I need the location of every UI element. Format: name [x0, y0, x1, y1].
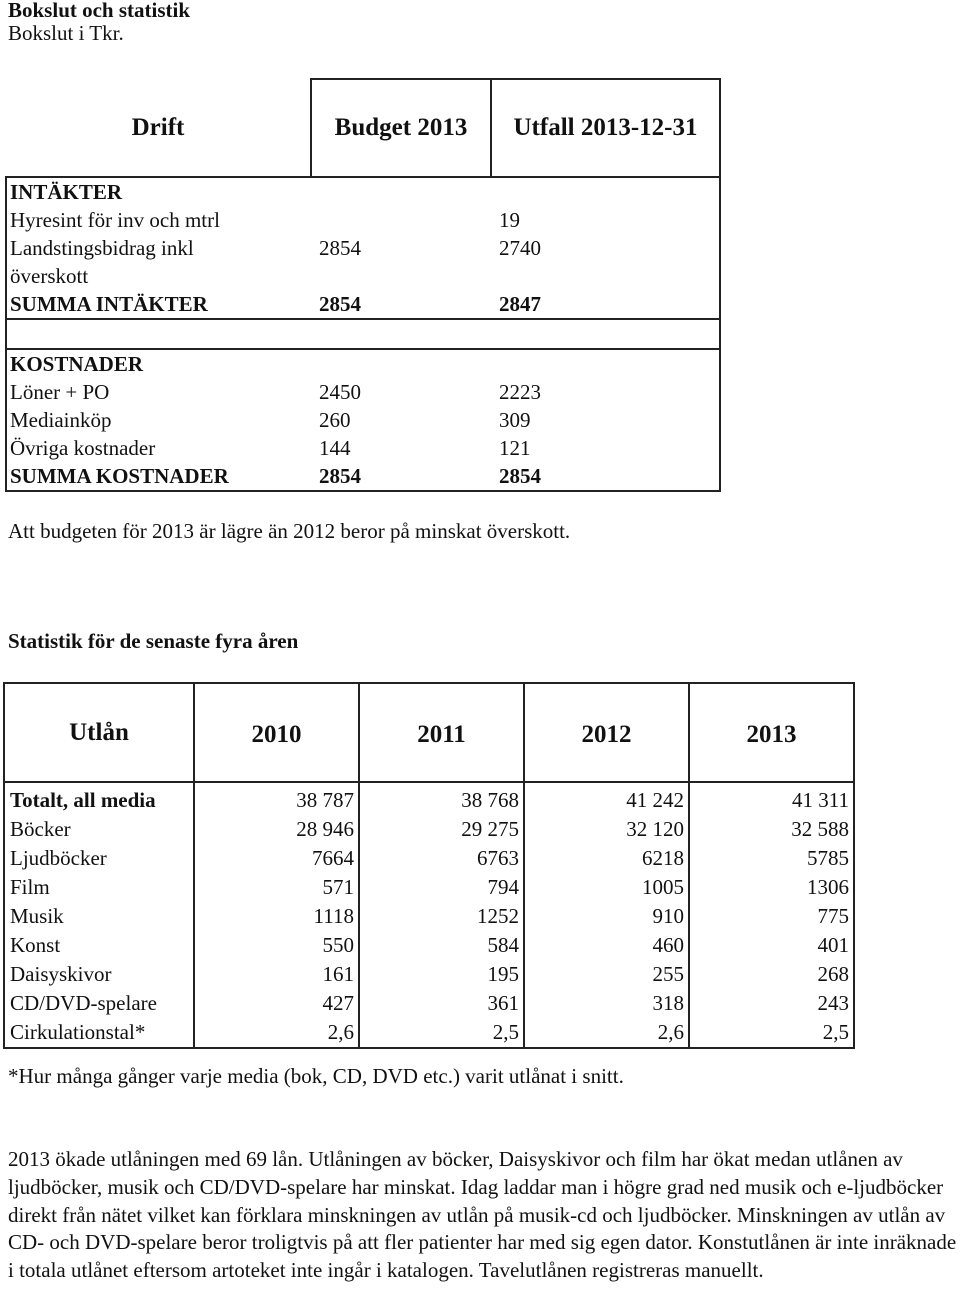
- table-row: [6, 349, 720, 378]
- value-cell: 32 588: [689, 815, 854, 844]
- value-cell: 38 768: [359, 782, 524, 815]
- value-cell: 195: [359, 960, 524, 989]
- row-label: INTÄKTER: [6, 177, 311, 206]
- value-cell: 6218: [524, 844, 689, 873]
- table-row: [6, 378, 720, 406]
- row-label-line: överskott: [10, 264, 89, 288]
- page-title: Bokslut och statistik: [8, 0, 191, 22]
- value-cell: 775: [689, 902, 854, 931]
- table-row: [6, 234, 720, 290]
- row-label: SUMMA KOSTNADER: [6, 462, 311, 491]
- utfall-cell: [491, 349, 720, 378]
- value-cell: 361: [359, 989, 524, 1018]
- value-cell: 41 311: [689, 782, 854, 815]
- row-label: Totalt, all media: [4, 782, 194, 815]
- row-label: Ljudböcker: [4, 844, 194, 873]
- row-label: Böcker: [4, 815, 194, 844]
- row-label: Löner + PO: [6, 378, 311, 406]
- value-cell: 318: [524, 989, 689, 1018]
- table-row-spacer: [6, 319, 720, 349]
- value-cell: 550: [194, 931, 359, 960]
- value-cell: 29 275: [359, 815, 524, 844]
- utfall-cell: 2847: [491, 290, 720, 319]
- col-header-year: 2012: [524, 683, 689, 782]
- budget-cell: 260: [319, 408, 351, 432]
- value-cell: 401: [689, 931, 854, 960]
- value-cell: 1306: [689, 873, 854, 902]
- table-row: [4, 960, 854, 989]
- value-cell: 161: [194, 960, 359, 989]
- row-label: Mediainköp: [6, 406, 311, 434]
- row-label: CD/DVD-spelare: [4, 989, 194, 1018]
- table-row: [6, 406, 720, 434]
- value-cell: 268: [689, 960, 854, 989]
- budget-cell: [311, 206, 491, 234]
- utfall-cell: [491, 177, 720, 206]
- col-header-year: 2010: [194, 683, 359, 782]
- value-cell: 7664: [194, 844, 359, 873]
- value-cell: 5785: [689, 844, 854, 873]
- table-row: [6, 462, 720, 491]
- table-row: [4, 844, 854, 873]
- budget-cell: 2854: [319, 236, 361, 260]
- stats-table-header: [4, 683, 854, 782]
- table-row: [4, 902, 854, 931]
- value-cell: 41 242: [524, 782, 689, 815]
- footnote: *Hur många gånger varje media (bok, CD, DVD etc.) varit utlånat i snitt.: [8, 1064, 624, 1088]
- value-cell: 1118: [194, 902, 359, 931]
- budget-table-header: [6, 79, 720, 177]
- budget-cell: 144: [319, 436, 351, 460]
- table-row: [6, 177, 720, 206]
- table-row: [4, 782, 854, 815]
- spacer-cell: [491, 319, 720, 349]
- row-label: Konst: [4, 931, 194, 960]
- col-header-utlan: Utlån: [4, 683, 194, 782]
- utfall-cell: 2740: [491, 234, 720, 290]
- row-label: Hyresint för inv och mtrl: [6, 206, 311, 234]
- col-header-utfall: Utfall 2013-12-31: [491, 79, 720, 177]
- row-label: Daisyskivor: [4, 960, 194, 989]
- row-label: KOSTNADER: [6, 349, 311, 378]
- utfall-cell: 121: [491, 434, 720, 462]
- col-header-year: 2011: [359, 683, 524, 782]
- summary-paragraph: 2013 ökade utlåningen med 69 lån. Utlåningen av böcker, Daisyskivor och film har ökat medan utlånen av ljudböcker, musik och CD/DVD-spelare har minskat. Idag laddar man i högre grad ned musik och e-ljudböcker direkt från nätet vilket kan förklara minskningen av utlån på musik-cd och ljudböcker. Minskningen av utlån av CD- och DVD-spelare beror troligtvis på att fler patienter har med sig egen dator. Konstutlånen är inte inräknade i totala utlånet eftersom artoteket inte ingår i katalogen. Tavelutlånen registreras manuellt.: [8, 1147, 957, 1283]
- stats-table: [3, 682, 855, 1049]
- table-row: [6, 290, 720, 319]
- table-row: [4, 931, 854, 960]
- utfall-cell: 309: [491, 406, 720, 434]
- value-cell: 38 787: [194, 782, 359, 815]
- budget-cell: 2854: [319, 292, 361, 316]
- value-cell: 255: [524, 960, 689, 989]
- value-cell: 2,6: [194, 1018, 359, 1048]
- row-label: Film: [4, 873, 194, 902]
- table-row: [4, 815, 854, 844]
- budget-note: Att budgeten för 2013 är lägre än 2012 beror på minskat överskott.: [8, 519, 571, 543]
- value-cell: 460: [524, 931, 689, 960]
- col-header-drift: Drift: [131, 113, 185, 141]
- value-cell: 571: [194, 873, 359, 902]
- budget-cell: [311, 349, 491, 378]
- value-cell: 2,6: [524, 1018, 689, 1048]
- value-cell: 427: [194, 989, 359, 1018]
- row-label: [6, 234, 311, 290]
- table-row: [6, 434, 720, 462]
- value-cell: 794: [359, 873, 524, 902]
- utfall-cell: 2854: [491, 462, 720, 491]
- value-cell: 1005: [524, 873, 689, 902]
- value-cell: 243: [689, 989, 854, 1018]
- table-row: [4, 989, 854, 1018]
- utfall-cell: 19: [491, 206, 720, 234]
- page-subtitle: Bokslut i Tkr.: [8, 21, 124, 45]
- spacer-cell: [6, 319, 311, 349]
- value-cell: 910: [524, 902, 689, 931]
- row-label: Musik: [4, 902, 194, 931]
- col-header-budget: Budget 2013: [311, 79, 491, 177]
- col-header-year: 2013: [689, 683, 854, 782]
- stats-table-body: [4, 782, 854, 1048]
- utfall-cell: 2223: [491, 378, 720, 406]
- budget-cell: 2854: [311, 462, 491, 491]
- row-label: Cirkulationstal*: [4, 1018, 194, 1048]
- table-row: [6, 206, 720, 234]
- stats-heading: Statistik för de senaste fyra åren: [8, 629, 299, 653]
- row-label: Övriga kostnader: [6, 434, 311, 462]
- value-cell: 584: [359, 931, 524, 960]
- row-label-line: Landstingsbidrag inkl: [10, 236, 194, 260]
- spacer-cell: [311, 319, 491, 349]
- table-row: [4, 1018, 854, 1048]
- budget-cell: [311, 177, 491, 206]
- table-row: [4, 873, 854, 902]
- budget-cell: 2450: [319, 380, 361, 404]
- budget-table: [5, 78, 721, 492]
- row-label: SUMMA INTÄKTER: [6, 290, 311, 319]
- value-cell: 1252: [359, 902, 524, 931]
- value-cell: 2,5: [359, 1018, 524, 1048]
- value-cell: 32 120: [524, 815, 689, 844]
- value-cell: 28 946: [194, 815, 359, 844]
- value-cell: 6763: [359, 844, 524, 873]
- value-cell: 2,5: [689, 1018, 854, 1048]
